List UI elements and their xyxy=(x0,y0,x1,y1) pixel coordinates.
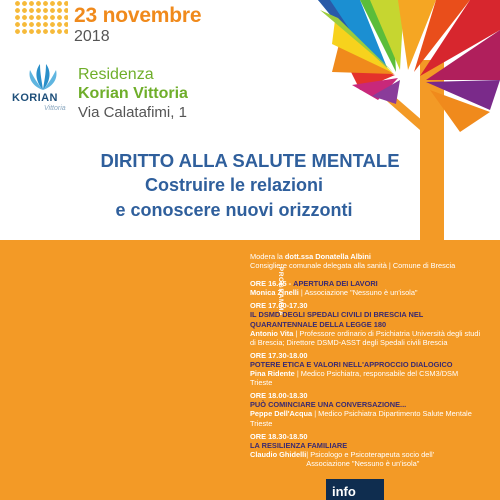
program-item-desc: | Associazione "Nessuno è un'isola" xyxy=(298,288,418,298)
moderator-block xyxy=(250,252,482,270)
residence-name: Korian Vittoria xyxy=(78,85,188,102)
program-item-desc: | Psicologo e Psicoterapeuta socio dell' Associazione "Nessuno è un'isola" xyxy=(306,449,435,468)
residence-address: Via Calatafimi, 1 xyxy=(78,104,187,121)
korian-leaf-logo xyxy=(28,60,58,92)
program-item-desc: | Medico Psichiatra, responsabile del CSM3/DSM Trieste xyxy=(250,369,459,388)
program-item-time: ORE 18.30-18.50 xyxy=(250,431,308,441)
residence-label: Residenza xyxy=(78,66,154,83)
program-item-title: POTERE ETICA E VALORI NELL'APPROCCIO DIALOGICO xyxy=(250,359,453,369)
korian-logo xyxy=(12,60,72,112)
program-item-speaker: Claudio Ghidelli xyxy=(250,449,307,459)
program-item-desc: | Professore ordinario di Psichiatria Università degli studi di Brescia; Direttore DSMD-ASST degli Spedali civili Brescia xyxy=(250,328,481,347)
program-item-title: APERTURA DEI LAVORI xyxy=(293,279,378,289)
program-item xyxy=(250,301,482,346)
subtitle-line-2: e conoscere nuovi orizzonti xyxy=(115,200,353,220)
program-list xyxy=(250,252,482,472)
program-item-speaker: Monica Zinelli xyxy=(250,288,299,298)
event-year: 2018 xyxy=(74,28,110,45)
logo-wordmark: KORIAN xyxy=(12,92,58,104)
program-item xyxy=(250,351,482,387)
logo-subtitle: Vittoria xyxy=(44,105,66,112)
program-item-desc: | Medico Psichiatra Dipartimento Salute Mentale Trieste xyxy=(250,409,472,428)
program-label-text: PROGRAMMA xyxy=(277,266,285,317)
program-item xyxy=(250,279,482,297)
program-item-title: LA RESILIENZA FAMILIARE xyxy=(250,440,348,450)
program-item-title: PUÒ COMINCIARE UNA CONVERSAZIONE... xyxy=(250,400,407,410)
program-item-speaker: Pina Ridente xyxy=(250,369,295,379)
program-item-time: ORE 17.00-17.30 xyxy=(250,301,308,311)
moderator-prefix: Modera la xyxy=(250,252,285,261)
moderator-name: dott.ssa Donatella Albini xyxy=(284,252,371,261)
main-title: DIRITTO ALLA SALUTE MENTALE xyxy=(100,150,400,171)
event-date: 23 novembre xyxy=(74,4,202,27)
tree-branch xyxy=(380,89,424,130)
info-label: info xyxy=(332,484,356,499)
program-item-speaker: Peppe Dell'Acqua xyxy=(250,409,313,419)
program-item xyxy=(250,432,482,468)
program-item xyxy=(250,391,482,427)
program-item-time: ORE 18.00-18.30 xyxy=(250,391,308,401)
tree-canopy xyxy=(318,0,500,132)
program-item-title: IL DSMD DEGLI SPEDALI CIVILI DI BRESCIA NEL QUARANTENNALE DELLA LEGGE 180 xyxy=(250,310,424,329)
moderator-role: Consigliere comunale delegata alla sanità | Comune di Brescia xyxy=(250,261,456,271)
program-item-speaker: Antonio Vita xyxy=(250,328,294,338)
dot-pattern-decoration xyxy=(14,0,68,34)
program-item-time: ORE 17.30-18.00 xyxy=(250,350,308,360)
subtitle-line-1: Costruire le relazioni xyxy=(144,175,324,195)
program-item-time: ORE 16.45 - xyxy=(250,279,292,289)
